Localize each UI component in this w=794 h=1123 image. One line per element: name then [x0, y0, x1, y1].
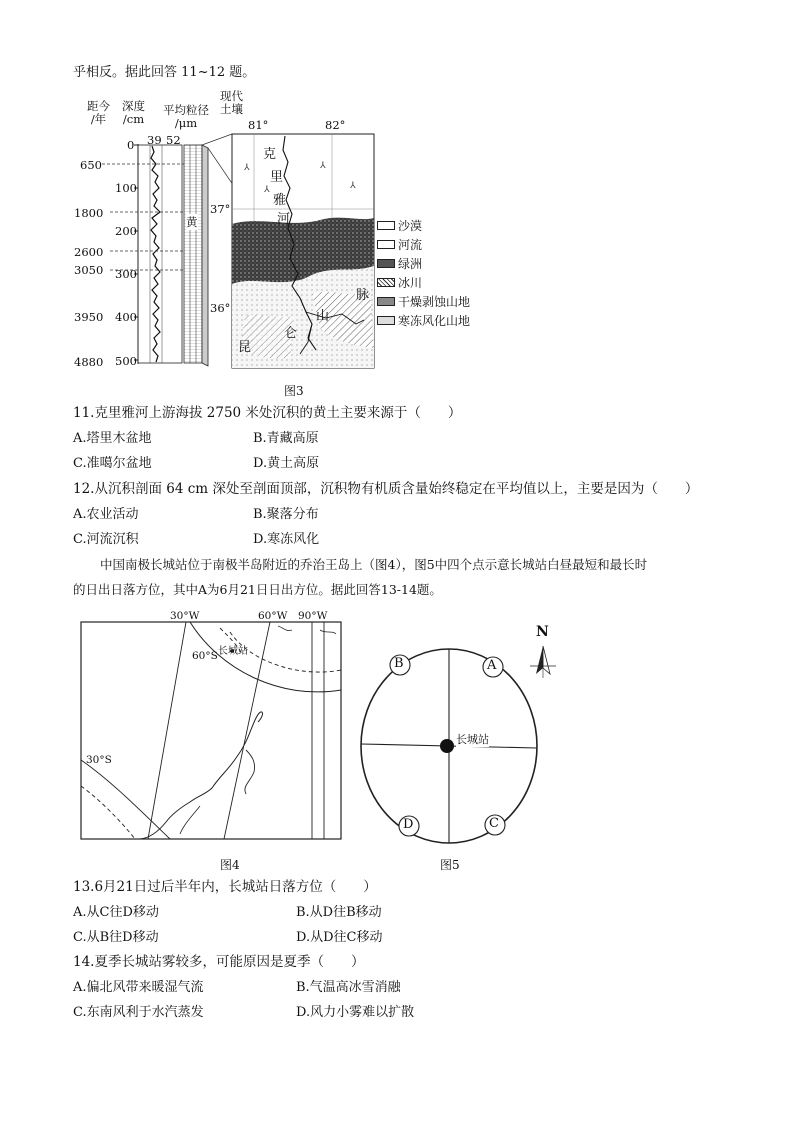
q11-stem: 11.克里雅河上游海拔 2750 米处沉积的黄土主要来源于（ ） — [73, 405, 462, 421]
age-label: 4880 — [74, 355, 104, 369]
legend-label: 干燥剥蚀山地 — [398, 295, 471, 309]
place-ke: 克 — [263, 147, 277, 162]
svg-text:⅄: ⅄ — [320, 161, 326, 171]
lat-label: 36° — [210, 301, 231, 315]
figure-4-caption: 图4 — [220, 858, 240, 872]
depth-label: 200 — [115, 224, 137, 238]
q14-option-c[interactable]: C.东南风利于水汽蒸发 — [73, 1005, 204, 1020]
place-kun: 昆 — [238, 340, 252, 355]
lon-label: 81° — [248, 118, 269, 132]
age-label: 2600 — [74, 245, 104, 259]
q11-option-d[interactable]: D.黄土高原 — [253, 456, 320, 471]
map-legend — [377, 216, 470, 330]
legend-item-river — [377, 235, 470, 254]
age-header: 距今 /年 — [87, 99, 110, 126]
age-label: 3050 — [74, 263, 104, 277]
legend-swatch — [377, 278, 395, 287]
depth-label: 300 — [115, 267, 137, 281]
q13-option-b[interactable]: B.从D往B移动 — [296, 905, 382, 920]
grain-tick-39: 39 — [147, 133, 162, 147]
svg-text:⅄: ⅄ — [264, 185, 270, 195]
q12-option-b[interactable]: B.聚落分布 — [253, 507, 319, 522]
figure-3-caption: 图3 — [284, 384, 304, 398]
q14-option-d[interactable]: D.风力小雾难以扩散 — [296, 1005, 415, 1020]
place-li: 里 — [270, 170, 284, 185]
lon-label: 82° — [325, 118, 346, 132]
q11-option-a[interactable]: A.塔里木盆地 — [73, 431, 152, 446]
legend-swatch — [377, 259, 395, 268]
q13-stem: 13.6月21日过后半年内，长城站日落方位（ ） — [73, 879, 377, 895]
figure-5-caption: 图5 — [440, 858, 460, 872]
figure-4-map — [80, 610, 342, 840]
intro2-line1: 中国南极长城站位于南极半岛附近的乔治王岛上（图4），图5中四个点示意长城站白昼最短和最长时 — [100, 557, 648, 572]
grain-size-header: 平均粒径 /μm — [163, 103, 209, 130]
age-label: 650 — [80, 158, 102, 172]
point-d: D — [403, 817, 414, 832]
svg-text:⅄: ⅄ — [350, 181, 356, 191]
place-ya: 雅 — [273, 193, 287, 208]
lat-label: 60°S — [192, 650, 218, 662]
age-label: 1800 — [74, 206, 104, 220]
legend-swatch — [377, 221, 395, 230]
intro-text: 乎相反。据此回答 11~12 题。 — [73, 65, 256, 80]
lon-label: 60°W — [258, 610, 288, 622]
depth-label: 100 — [115, 181, 137, 195]
q12-stem: 12.从沉积剖面 64 cm 深处至剖面顶部，沉积物有机质含量始终稳定在平均值以上，主要是因为（ ） — [73, 481, 699, 497]
lon-label: 90°W — [298, 610, 328, 622]
depth-header: 深度 /cm — [122, 99, 145, 126]
q12-option-c[interactable]: C.河流沉积 — [73, 532, 139, 547]
q14-option-a[interactable]: A.偏北风带来暖湿气流 — [73, 980, 204, 995]
legend-label: 寒冻风化山地 — [398, 314, 471, 328]
q12-option-a[interactable]: A.农业活动 — [73, 507, 139, 522]
age-label: 3950 — [74, 310, 104, 324]
station-label: 长城站 — [218, 646, 248, 657]
q14-stem: 14.夏季长城站雾较多，可能原因是夏季（ ） — [73, 954, 365, 970]
legend-item-glacier — [377, 273, 470, 292]
q14-option-b[interactable]: B.气温高冰雪消融 — [296, 980, 401, 995]
legend-swatch — [377, 240, 395, 249]
figure-5 — [355, 622, 575, 850]
depth-label: 0 — [127, 138, 135, 152]
point-b: B — [394, 656, 404, 671]
soil-header: 现代 土壤 — [220, 89, 243, 116]
lon-label: 30°W — [170, 610, 200, 622]
legend-item-arid-mountain — [377, 292, 470, 311]
lat-label: 37° — [210, 202, 231, 216]
point-c: C — [489, 816, 499, 831]
legend-label: 沙漠 — [398, 219, 423, 233]
place-he: 河 — [277, 212, 291, 227]
legend-item-oasis — [377, 254, 470, 273]
q12-option-d[interactable]: D.寒冻风化 — [253, 532, 320, 547]
q13-option-d[interactable]: D.从D往C移动 — [296, 930, 383, 945]
legend-swatch — [377, 316, 395, 325]
figure-4 — [80, 610, 342, 840]
north-label: N — [536, 624, 549, 640]
station-label: 长城站 — [456, 733, 489, 746]
q11-option-c[interactable]: C.准噶尔盆地 — [73, 456, 152, 471]
q13-option-a[interactable]: A.从C往D移动 — [73, 905, 159, 920]
figure-3 — [74, 88, 480, 388]
legend-item-frost-mountain — [377, 311, 470, 330]
legend-swatch — [377, 297, 395, 306]
legend-label: 河流 — [398, 238, 423, 252]
legend-label: 冰川 — [398, 276, 423, 290]
legend-label: 绿洲 — [398, 257, 423, 271]
point-a: A — [487, 658, 497, 673]
svg-text:⅄: ⅄ — [244, 163, 250, 173]
lat-label: 30°S — [86, 754, 112, 766]
depth-label: 400 — [115, 310, 137, 324]
q13-option-c[interactable]: C.从B往D移动 — [73, 930, 159, 945]
intro2-line2: 的日出日落方位，其中A为6月21日日出方位。据此回答13-14题。 — [73, 582, 442, 597]
depth-label: 500 — [115, 354, 137, 368]
q11-option-b[interactable]: B.青藏高原 — [253, 431, 319, 446]
place-lun: 仑 — [284, 326, 298, 341]
legend-item-desert — [377, 216, 470, 235]
place-mai: 脉 — [356, 288, 370, 303]
loess-label: 黄 — [186, 215, 198, 229]
place-shan: 山 — [316, 309, 330, 324]
grain-tick-52: 52 — [166, 133, 181, 147]
